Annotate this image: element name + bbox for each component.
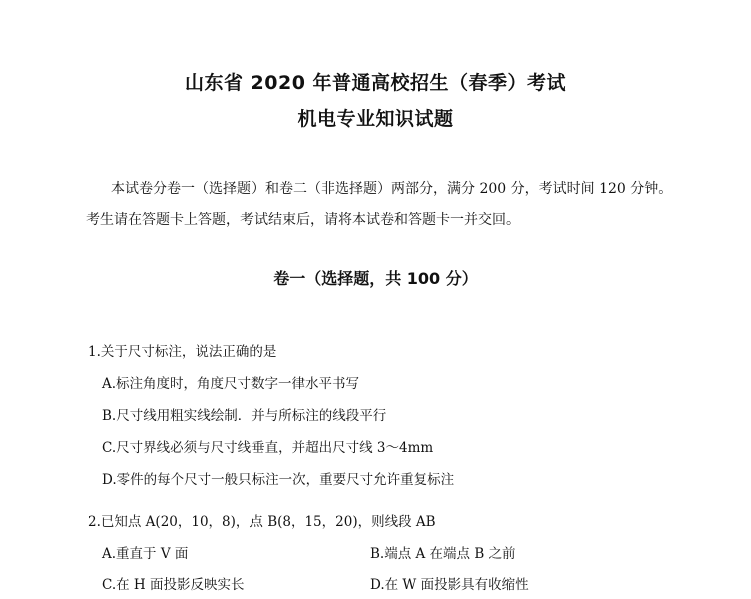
question-2-option-d: D.在 W 面投影具有收缩性 — [370, 577, 529, 593]
instruction-line-2: 考生请在答题卡上答题，考试结束后，请将本试卷和答题卡一并交回。 — [86, 212, 520, 228]
question-1-stem: 1.关于尺寸标注，说法正确的是 — [88, 344, 277, 360]
question-2-option-c: C.在 H 面投影反映实长 — [102, 577, 245, 593]
question-1-option-d: D.零件的每个尺寸一般只标注一次，重要尺寸允许重复标注 — [102, 472, 455, 488]
question-2-option-a: A.重直于 V 面 — [102, 546, 189, 562]
instruction-line-1: 本试卷分卷一（选择题）和卷二（非选择题）两部分，满分 200 分，考试时间 120 分钟。 — [111, 181, 673, 197]
question-2-stem: 2.已知点 A(20，10，8)，点 B(8，15，20)，则线段 AB — [88, 514, 436, 530]
question-1-option-a: A.标注角度时，角度尺寸数字一律水平书写 — [102, 376, 360, 392]
section-title: 卷一（选择题，共 100 分） — [273, 269, 478, 288]
question-1-option-c: C.尺寸界线必须与尺寸线垂直，并超出尺寸线 3～4mm — [102, 440, 434, 456]
exam-title: 山东省 2020 年普通高校招生（春季）考试 — [184, 72, 567, 94]
question-2-option-b: B.端点 A 在端点 B 之前 — [370, 546, 516, 562]
exam-subtitle: 机电专业知识试题 — [297, 108, 454, 130]
question-1-option-b: B.尺寸线用粗实线绘制．并与所标注的线段平行 — [102, 408, 387, 424]
